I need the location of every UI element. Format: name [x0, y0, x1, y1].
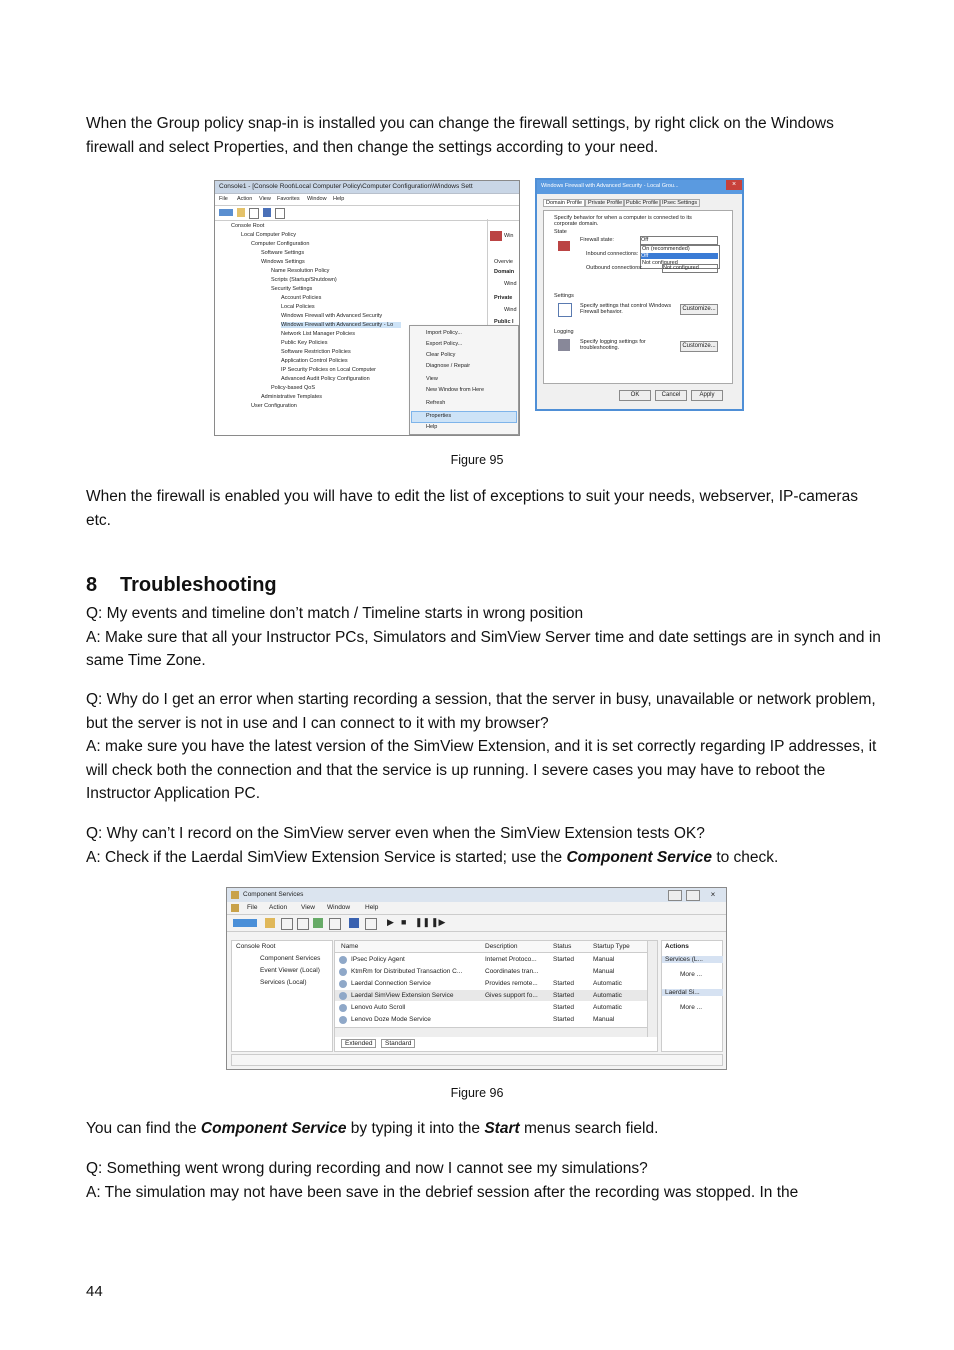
stop-icon[interactable]: ■ [401, 917, 407, 927]
tree-item[interactable]: Software Restriction Policies [281, 349, 351, 355]
paragraph-text: by typing it into the [346, 1120, 485, 1137]
menu-item[interactable]: Clear Policy [426, 352, 456, 358]
play-icon[interactable]: ▶ [387, 917, 394, 927]
cell-name: KtmRm for Distributed Transaction C... [351, 968, 463, 975]
menu-item[interactable]: Export Policy... [426, 341, 463, 347]
logging-group-label: Logging [554, 329, 574, 335]
menu-item[interactable]: Refresh [426, 400, 446, 406]
tree-item[interactable]: Local Policies [281, 304, 315, 310]
cell-startup: Automatic [593, 1004, 622, 1011]
tree-item[interactable]: Security Settings [271, 286, 313, 292]
cell-name: Laerdal Connection Service [351, 980, 431, 987]
menu-view[interactable]: View [301, 904, 315, 911]
gear-icon [339, 968, 347, 976]
tree-item[interactable]: Console Root [231, 223, 265, 229]
table-row[interactable] [335, 990, 647, 1001]
answer-3-text: A: Check if the Laerdal SimView Extension Service is started; use the [86, 848, 567, 866]
folder-icon[interactable] [237, 208, 245, 217]
figure-96-component-services [226, 887, 727, 1070]
question-4: Q: Something went wrong during recording and now I cannot see my simulations? [86, 1160, 648, 1177]
qa-1 [86, 602, 886, 673]
tree-item[interactable]: User Configuration [251, 403, 297, 409]
pause-icon[interactable]: ❚❚ [415, 917, 431, 927]
app-icon [231, 891, 239, 899]
tree-item-selected[interactable]: Windows Firewall with Advanced Security - Lo [281, 322, 401, 328]
table-row[interactable] [335, 1014, 647, 1025]
tree-item[interactable]: Public Key Policies [281, 340, 328, 346]
minimize-icon[interactable] [668, 890, 682, 901]
state-description: Specify behavior for when a computer is connected to its corporate domain. [554, 215, 692, 227]
answer-4: A: The simulation may not have been save in the debrief session after the recording was stopped. In the [86, 1183, 799, 1201]
tree-event-viewer[interactable]: Event Viewer (Local) [260, 967, 320, 974]
tab-private-profile[interactable]: Private Profile [585, 199, 625, 207]
column-header-status[interactable]: Status [553, 943, 572, 950]
tree-pane [231, 940, 333, 1052]
properties-icon[interactable] [329, 918, 341, 930]
properties-icon[interactable] [275, 208, 285, 219]
close-icon[interactable]: × [726, 180, 742, 190]
tree-component-services[interactable]: Component Services [260, 955, 321, 962]
question-2: Q: Why do I get an error when starting recording a session, that the server in busy, unavailable or network problem, but the server is not in use and I can connect to it with my browser? [86, 691, 876, 732]
table-row[interactable] [335, 966, 647, 977]
section-heading [86, 574, 277, 597]
menu-item[interactable]: New Window from Here [426, 387, 485, 393]
question-3: Q: Why can’t I record on the SimView server even when the SimView Extension tests OK? [86, 825, 705, 842]
dropdown-option-selected[interactable]: Off [641, 253, 718, 259]
actions-more[interactable]: More ... [680, 971, 703, 978]
help-icon[interactable] [263, 208, 271, 217]
table-row[interactable] [335, 1002, 647, 1013]
cell-status: Started [553, 956, 574, 963]
list-header [335, 941, 657, 953]
tab-standard[interactable]: Standard [381, 1039, 415, 1048]
logging-customize-button[interactable]: Customize... [680, 341, 718, 352]
pane-text: Wind [504, 307, 517, 313]
console-title: Console1 - [Console Root\Local Computer Policy\Computer Configuration\Windows Sett [219, 183, 473, 190]
status-bar [231, 1054, 723, 1066]
tab-ipsec-settings[interactable]: IPsec Settings [659, 199, 700, 207]
tree-item[interactable]: Windows Firewall with Advanced Security [281, 313, 383, 319]
tab-public-profile[interactable]: Public Profile [623, 199, 661, 207]
menu-window[interactable]: Window [307, 196, 327, 202]
menu-item[interactable]: Diagnose / Repair [426, 363, 471, 369]
tree-item[interactable]: Policy-based QoS [271, 385, 316, 391]
cell-startup: Automatic [593, 980, 622, 987]
question-1: Q: My events and timeline don’t match / Timeline starts in wrong position [86, 605, 584, 622]
cell-startup: Manual [593, 956, 615, 963]
cell-startup: Manual [593, 1016, 615, 1023]
tree-console-root[interactable]: Console Root [236, 943, 276, 950]
pane-text: Domain [494, 269, 515, 275]
cancel-button[interactable]: Cancel [655, 390, 687, 401]
window-title: Component Services [243, 891, 304, 898]
gear-icon [339, 992, 347, 1000]
figure-95-caption: Figure 95 [450, 453, 504, 467]
tree-item[interactable]: Advanced Audit Policy Configuration [281, 376, 370, 382]
cell-name: Lenovo Doze Mode Service [351, 1016, 431, 1023]
page-number: 44 [86, 1283, 103, 1300]
figure-95-console-screenshot [214, 180, 520, 436]
export-icon[interactable] [313, 918, 323, 928]
tree-item[interactable]: Network List Manager Policies [281, 331, 355, 337]
qa-2 [86, 688, 886, 806]
view-tabs [337, 1039, 537, 1049]
state-group-label: State [554, 229, 567, 235]
view-icon[interactable] [297, 918, 309, 930]
pane-text: Wind [504, 281, 517, 287]
section-title: Troubleshooting [120, 574, 277, 596]
settings-description: Specify settings that control Windows Firewall behavior. [580, 303, 672, 315]
paragraph-emphasis: Component Service [200, 1120, 347, 1137]
qa-4 [86, 1157, 886, 1204]
menu-action[interactable]: Action [269, 904, 288, 911]
gear-icon [339, 1016, 347, 1024]
answer-3 [86, 846, 886, 870]
cell-status: Started [553, 980, 574, 987]
folder-icon[interactable] [265, 918, 275, 928]
dropdown-option[interactable]: Not configured [642, 260, 678, 266]
menu-window[interactable]: Window [327, 904, 351, 911]
tab-domain-profile[interactable]: Domain Profile [543, 199, 585, 207]
services-list [334, 940, 658, 1052]
tree-item[interactable]: Local Computer Policy [241, 232, 297, 238]
ok-button[interactable]: OK [619, 390, 651, 401]
help-icon[interactable] [349, 918, 359, 928]
column-header-description[interactable]: Description [485, 943, 518, 950]
cell-name: Lenovo Auto Scroll [351, 1004, 406, 1011]
tree-item[interactable]: IP Security Policies on Local Computer [281, 367, 376, 373]
column-header-startup[interactable]: Startup Type [593, 943, 630, 950]
context-menu [409, 325, 519, 435]
tab-extended[interactable]: Extended [341, 1039, 376, 1048]
table-row[interactable] [335, 978, 647, 989]
actions-section-laerdal[interactable]: Laerdal Si... [662, 989, 723, 996]
outbound-select[interactable]: Not configured [662, 264, 718, 273]
actions-pane [661, 940, 723, 1052]
firewall-icon [558, 241, 570, 251]
firewall-icon [490, 231, 502, 241]
tree-services-local[interactable]: Services (Local) [260, 979, 307, 986]
vertical-scrollbar[interactable] [647, 941, 657, 1037]
menu-help[interactable]: Help [333, 196, 345, 202]
tab-panel [543, 210, 733, 384]
cell-desc: Gives support fo... [485, 992, 538, 999]
cell-startup: Automatic [593, 992, 622, 999]
outbound-label: Outbound connections: [586, 265, 643, 271]
menu-item[interactable]: Import Policy... [426, 330, 462, 336]
figure-95-properties-dialog [535, 178, 744, 411]
answer-3-emphasis: Component Service [566, 848, 713, 866]
answer-3-text: to check. [712, 848, 779, 866]
menu-favorites[interactable]: Favorites [277, 196, 300, 202]
app-icon [231, 904, 239, 912]
cell-name: IPsec Policy Agent [351, 956, 405, 963]
logging-icon [558, 339, 570, 351]
dropdown-option[interactable]: On (recommended) [642, 246, 690, 252]
pane-text: Public I [494, 319, 514, 325]
console-icon[interactable] [365, 918, 377, 930]
cell-status: Started [553, 1016, 574, 1023]
tree-item[interactable]: Computer Configuration [251, 241, 310, 247]
cell-status: Started [553, 1004, 574, 1011]
tree-item[interactable]: Windows Settings [261, 259, 305, 265]
pane-text: Win [504, 233, 514, 239]
tree-item[interactable]: Application Control Policies [281, 358, 348, 364]
settings-group-label: Settings [554, 293, 574, 299]
cell-desc: Coordinates tran... [485, 968, 539, 975]
cell-desc: Internet Protoco... [485, 956, 537, 963]
tree-item[interactable]: Administrative Templates [261, 394, 323, 400]
back-forward-icon[interactable] [219, 209, 233, 216]
tree-item[interactable]: Account Policies [281, 295, 322, 301]
paragraph-text: menus search field. [519, 1120, 659, 1137]
firewall-state-select[interactable]: Off [640, 236, 718, 245]
column-header-name[interactable]: Name [341, 943, 359, 950]
dialog-title: Windows Firewall with Advanced Security - Local Grou... [541, 183, 679, 189]
menu-file[interactable]: File [247, 904, 258, 911]
menu-item[interactable]: Help [426, 424, 438, 430]
gear-icon [339, 1004, 347, 1012]
view-icon[interactable] [249, 208, 259, 219]
menu-item[interactable]: View [426, 376, 438, 382]
answer-2: A: make sure you have the latest version of the SimView Extension, and it is set correctly regarding IP addresses, it will check both the connection and that the service is up running. I severe cases you may have to reboot the Instructor Application PC. [86, 738, 877, 802]
firewall-state-label: Firewall state: [580, 237, 614, 243]
toolbar [227, 915, 726, 932]
pane-text: Private [494, 295, 513, 301]
intro-paragraph: When the Group policy snap-in is installed you can change the firewall settings, by right click on the Windows firewall and select Properties, and then change the settings according to your need. [86, 115, 834, 156]
paragraph-text: You can find the [86, 1120, 201, 1137]
horizontal-scrollbar[interactable] [335, 1027, 647, 1037]
exceptions-paragraph: When the firewall is enabled you will have to edit the list of exceptions to suit your needs, webserver, IP-cameras etc. [86, 488, 858, 529]
tree-item[interactable]: Scripts (Startup/Shutdown) [271, 277, 337, 283]
figure-96-caption: Figure 96 [450, 1086, 504, 1100]
settings-customize-button[interactable]: Customize... [680, 304, 718, 315]
actions-more[interactable]: More ... [680, 1004, 703, 1011]
answer-1: A: Make sure that all your Instructor PCs, Simulators and SimView Server time and date settings are in synch and in same Time Zone. [86, 628, 881, 669]
view-icon[interactable] [281, 918, 293, 930]
cell-status: Started [553, 992, 574, 999]
close-icon[interactable]: × [710, 890, 716, 899]
table-row[interactable] [335, 954, 647, 965]
actions-header: Actions [665, 943, 689, 950]
gear-icon [339, 980, 347, 988]
find-component-service-paragraph [86, 1117, 886, 1141]
gear-icon [339, 956, 347, 964]
qa-3 [86, 822, 886, 869]
pane-text: Overvie [494, 259, 513, 265]
apply-button[interactable]: Apply [691, 390, 723, 401]
menu-item-properties[interactable]: Properties [426, 413, 452, 419]
section-number: 8 [86, 574, 98, 596]
menu-action[interactable]: Action [237, 196, 253, 202]
maximize-icon[interactable] [686, 890, 700, 901]
back-forward-icon[interactable] [233, 919, 257, 927]
restart-icon[interactable]: ❚▶ [431, 917, 446, 927]
tree-item[interactable]: Name Resolution Policy [271, 268, 330, 274]
actions-section-services[interactable]: Services (L... [662, 956, 723, 963]
cell-desc: Provides remote... [485, 980, 538, 987]
settings-icon [558, 303, 572, 317]
menu-help[interactable]: Help [365, 904, 379, 911]
logging-description: Specify logging settings for troubleshooting. [580, 339, 646, 351]
cell-startup: Manual [593, 968, 615, 975]
cell-name: Laerdal SimView Extension Service [351, 992, 454, 999]
tree-item[interactable]: Software Settings [261, 250, 305, 256]
inbound-label: Inbound connections: [586, 251, 639, 257]
menu-file[interactable]: File [219, 196, 228, 202]
menu-view[interactable]: View [259, 196, 271, 202]
paragraph-emphasis: Start [484, 1120, 520, 1137]
